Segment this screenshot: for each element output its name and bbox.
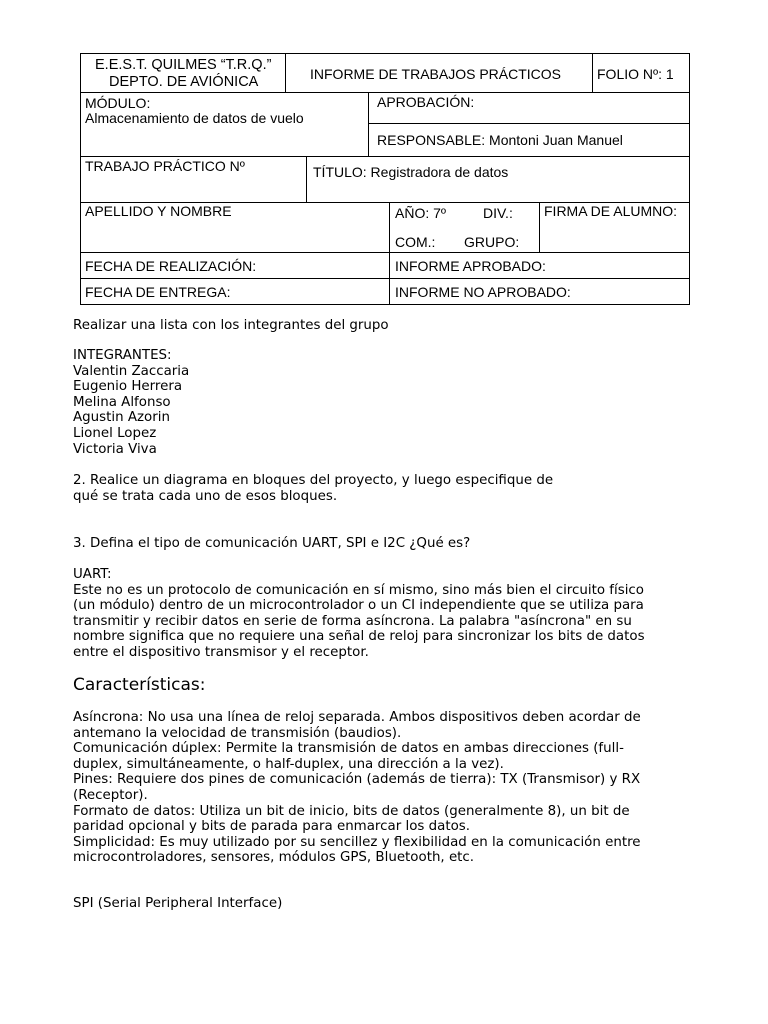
carac-line: Pines: Requiere dos pines de comunicación (además de tierra): TX (Transmisor) y RX [73, 772, 641, 788]
firma-cell [539, 202, 690, 253]
aprobacion-cell [368, 92, 690, 124]
intro-text: Realizar una lista con los integrantes del grupo [73, 318, 389, 333]
firma: FIRMA DE ALUMNO: [544, 203, 678, 219]
responsable-cell [368, 123, 690, 157]
uart-line: Este no es un protocolo de comunicación en sí mismo, sino más bien el circuito físico [73, 582, 644, 598]
carac-line: antemano la velocidad de transmisión (baudios). [73, 725, 402, 741]
modulo-cell [80, 92, 369, 157]
carac-line: paridad opcional y bits de parada para enmarcar los datos. [73, 819, 471, 835]
tp-numero-cell [80, 156, 307, 203]
question-2 [73, 473, 553, 504]
spi-heading: SPI (Serial Peripheral Interface) [73, 896, 283, 911]
question-3: 3. Defina el tipo de comunicación UART, SPI e I2C ¿Qué es? [73, 536, 471, 551]
fecha-entrega-cell [80, 278, 390, 305]
integrantes-section [73, 348, 189, 457]
uart-section [73, 567, 645, 661]
integrantes-label: INTEGRANTES: [73, 348, 172, 363]
header-table [80, 53, 690, 305]
integrante-item: Agustin Azorin [73, 410, 170, 426]
apellido-nombre: APELLIDO Y NOMBRE [85, 203, 232, 219]
report-title: INFORME DE TRABAJOS PRÁCTICOS [310, 66, 561, 82]
informe-aprobado: INFORME APROBADO: [395, 258, 546, 274]
folio-cell [592, 53, 690, 93]
carac-line: Comunicación dúplex: Permite la transmisión de datos en ambas direcciones (full- [73, 741, 624, 757]
grupo: GRUPO: [464, 234, 520, 250]
school-line2: DEPTO. DE AVIÓNICA [109, 74, 259, 90]
carac-line: Simplicidad: Es muy utilizado por su sencillez y flexibilidad en la comunicación entre [73, 834, 641, 850]
caracteristicas-heading: Características: [73, 675, 206, 695]
fecha-realizacion: FECHA DE REALIZACIÓN: [85, 258, 257, 274]
anio: AÑO: 7º [395, 205, 447, 221]
carac-line: Formato de datos: Utiliza un bit de inicio, bits de datos (generalmente 8), un bit de [73, 803, 630, 819]
integrante-item: Eugenio Herrera [73, 379, 183, 395]
question-2-line: 2. Realice un diagrama en bloques del proyecto, y luego especifique de [73, 473, 554, 488]
fecha-realizacion-cell [80, 252, 390, 279]
report-title-cell [285, 53, 593, 93]
modulo-value: Almacenamiento de datos de vuelo [85, 110, 304, 126]
informe-aprobado-cell [389, 252, 690, 279]
uart-line: nombre significa que no requiere una señal de reloj para sincronizar los bits de datos [73, 629, 645, 645]
school-cell [80, 53, 286, 93]
responsable: RESPONSABLE: Montoni Juan Manuel [377, 132, 623, 148]
carac-line: duplex, simultáneamente, o half-duplex, una dirección a la vez). [73, 756, 504, 772]
div: DIV.: [483, 205, 513, 221]
apellido-nombre-cell [80, 202, 390, 253]
tp-numero: TRABAJO PRÁCTICO Nº [85, 158, 245, 174]
integrante-item: Victoria Viva [73, 441, 157, 457]
caracteristicas-section [73, 710, 641, 866]
uart-line: transmitir y recibir datos en serie de forma asíncrona. La palabra "asíncrona" en su [73, 613, 632, 629]
curso-cell [389, 202, 540, 253]
carac-line: microcontroladores, sensores, módulos GPS, Bluetooth, etc. [73, 850, 475, 866]
titulo-cell [306, 156, 690, 203]
modulo-label: MÓDULO: [85, 95, 151, 111]
folio: FOLIO Nº: 1 [597, 66, 674, 82]
uart-line: (un módulo) dentro de un microcontrolador o un CI independiente que se utiliza para [73, 598, 644, 614]
aprobacion: APROBACIÓN: [377, 94, 475, 110]
informe-no-aprobado-cell [389, 278, 690, 305]
fecha-entrega: FECHA DE ENTREGA: [85, 284, 231, 300]
question-2-line: qué se trata cada uno de esos bloques. [73, 488, 338, 504]
school-line1: E.E.S.T. QUILMES “T.R.Q.” [95, 57, 272, 73]
integrante-item: Valentin Zaccaria [73, 363, 190, 379]
integrante-item: Melina Alfonso [73, 394, 171, 410]
uart-line: entre el dispositivo transmisor y el receptor. [73, 644, 369, 660]
titulo: TÍTULO: Registradora de datos [313, 164, 509, 180]
integrante-item: Lionel Lopez [73, 425, 157, 441]
informe-no-aprobado: INFORME NO APROBADO: [395, 284, 571, 300]
com: COM.: [395, 234, 436, 250]
carac-line: Asíncrona: No usa una línea de reloj separada. Ambos dispositivos deben acordar de [73, 710, 641, 725]
uart-label: UART: [73, 567, 112, 582]
carac-line: (Receptor). [73, 787, 148, 803]
